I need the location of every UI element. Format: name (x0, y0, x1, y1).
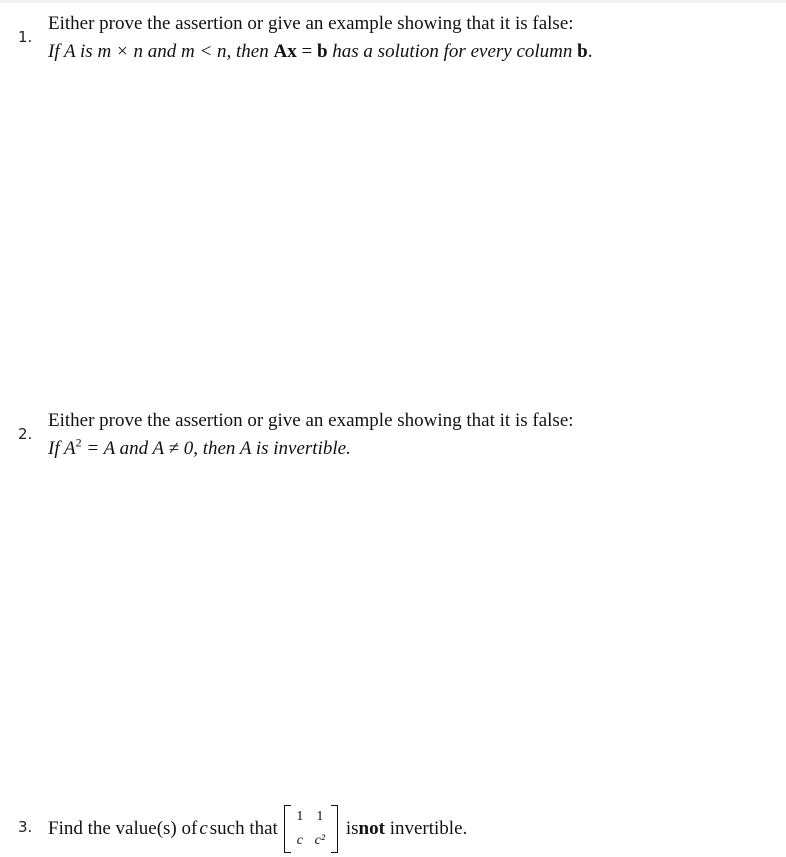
matrix-entry: c² (314, 833, 326, 848)
question-prompt: Either prove the assertion or give an example showing that it is false: (48, 410, 574, 431)
matrix-entries (291, 805, 331, 853)
top-divider (0, 0, 786, 3)
question-prompt: Find the value(s) of c such that 1 1 c c² is not invertible. (48, 804, 467, 854)
matrix (284, 805, 338, 853)
matrix-entry: 1 (316, 809, 324, 824)
question-number: 3. (18, 818, 33, 836)
assertion: If A is m × n and m < n, then Ax = b has a solution for every column b. (48, 41, 593, 62)
matrix-entry: c (296, 833, 303, 848)
question-number: 1. (18, 28, 33, 46)
right-bracket (331, 805, 338, 853)
question-prompt: Either prove the assertion or give an example showing that it is false: (48, 13, 574, 34)
question-number: 2. (18, 425, 33, 443)
assertion: If $A^2 = A$ and A ≠ 0, then A is invertible. (48, 435, 351, 459)
left-bracket (284, 805, 291, 853)
matrix-entry: 1 (296, 809, 304, 824)
